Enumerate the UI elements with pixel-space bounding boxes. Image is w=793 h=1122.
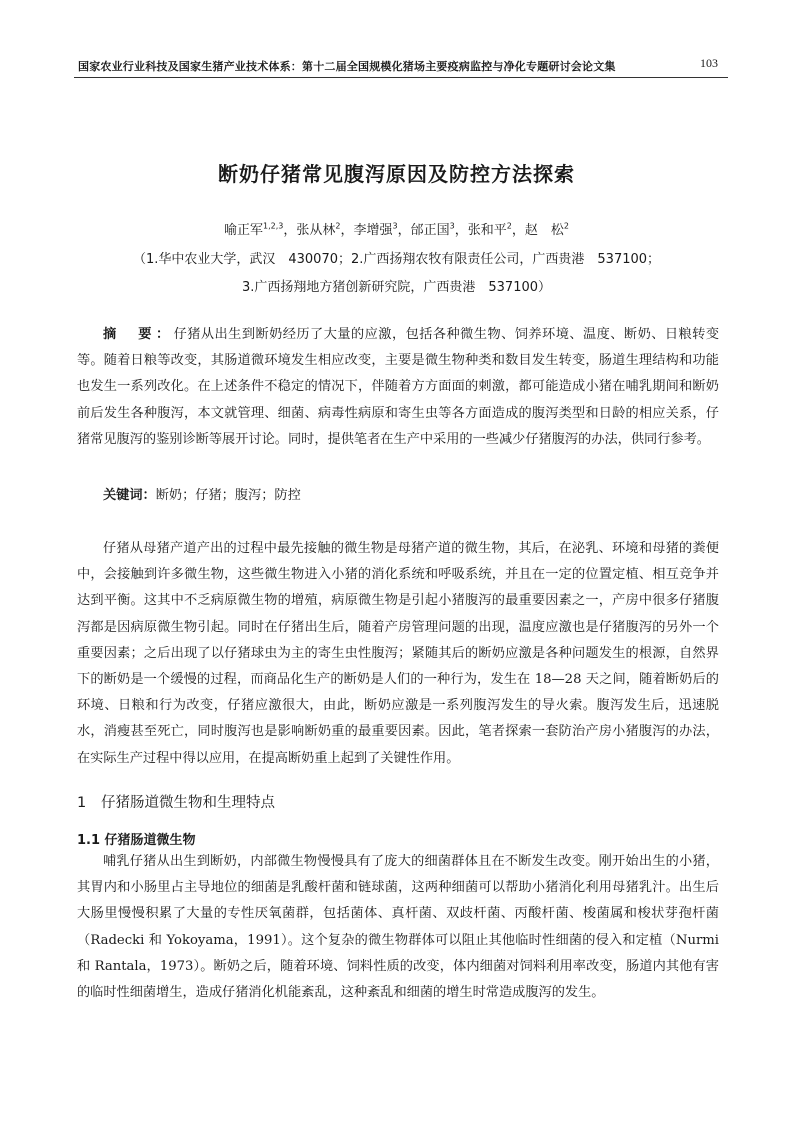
section-title: 仔猪肠道微生物和生理特点 xyxy=(101,795,275,811)
author-name: 李增强 xyxy=(353,223,393,238)
author-separator: ， xyxy=(397,223,411,238)
intro-paragraph: 仔猪从母猪产道产出的过程中最先接触的微生物是母猪产道的微生物，其后，在泌乳、环境和母猪的粪便中，会接触到许多微生物，这些微生物进入小猪的消化系统和呼吸系统，并且在一定的位置定植、相互竞争并达到平衡。这其中不乏病原微生物的增殖，病原微生物是引起小猪腹泻的最重要因素之一，产房中很多仔猪腹泻都是因病原微生物引起。同时在仔猪出生后，随着产房管理问题的出现，温度应激也是仔猪腹泻的另外一个重要因素；之后出现了以仔猪球虫为主的寄生虫性腹泻；紧随其后的断奶应激是各种问题发生的根源，自然界下的断奶是一个缓慢的过程，而商品化生产的断奶是人们的一种行为，发生在 18—28 天之间，随着断奶后的环境、日粮和行为改变，仔猪应激很大，由此，断奶应激是一系列腹泻发生的导火索。腹泻发生后，迅速脱水，消瘦甚至死亡，同时腹泻也是影响断奶重的最重要因素。因此，笔者探索一套防治产房小猪腹泻的办法，在实际生产过程中得以应用，在提高断奶重上起到了关键性作用。 xyxy=(77,541,719,766)
section-1-heading xyxy=(77,791,275,812)
affiliation-line-2: 3.广西扬翔地方猪创新研究院，广西贵港 537100） xyxy=(241,280,552,295)
abstract-text: 仔猪从出生到断奶经历了大量的应激，包括各种微生物、饲养环境、温度、断奶、日粮转变等。随着日粮等改变，其肠道微环境发生相应改变，主要是微生物种类和数目发生转变，肠道生理结构和功能也发生一系列改化。在上述条件不稳定的情况下，伴随着方方面面的刺激，都可能造成小猪在哺乳期间和断奶前后发生各种腹泻，本文就管理、细菌、病毒性病原和寄生虫等各方面造成的腹泻类型和日龄的相应关系，仔猪常见腹泻的鉴别诊断等展开讨论。同时，提供笔者在生产中采用的一些减少仔猪腹泻的办法，供同行参考。 xyxy=(77,327,720,447)
affiliation-line-1: （1.华中农业大学，武汉 430070；2.广西扬翔农牧有限责任公司，广西贵港 537100； xyxy=(132,252,661,267)
abstract-label: 摘 要： xyxy=(103,327,174,342)
author-affiliation-mark: 3 xyxy=(392,221,398,231)
subsection-1-1-paragraph: 哺乳仔猪从出生到断奶，内部微生物慢慢具有了庞大的细菌群体且在不断发生改变。刚开始出生的小猪，其胃内和小肠里占主导地位的细菌是乳酸杆菌和链球菌，这两种细菌可以帮助小猪消化利用母猪乳汁。出生后大肠里慢慢积累了大量的专性厌氧菌群，包括菌体、真杆菌、双歧杆菌、丙酸杆菌、梭菌属和梭状芽孢杆菌（Radecki 和 Yokoyama，1991）。这个复杂的微生物群体可以阻止其他临时性细菌的侵入和定植（Nurmi 和 Rantala，1973）。断奶之后，随着环境、饲料性质的改变，体内细菌对饲料利用率改变，肠道内其他有害的临时性细菌增生，造成仔猪消化机能紊乱，这种紊乱和细菌的增生时常造成腹泻的发生。 xyxy=(77,854,719,1001)
keywords-text: 断奶；仔猪；腹泻；防控 xyxy=(155,488,301,503)
author-separator: ， xyxy=(511,223,525,238)
author-name: 张从林 xyxy=(296,223,336,238)
section-number: 1 xyxy=(77,795,87,811)
page-number: 103 xyxy=(700,56,718,70)
author-list xyxy=(0,219,793,238)
keywords-label: 关键词： xyxy=(103,488,156,503)
author-affiliation-mark: 1,2,3 xyxy=(263,221,284,231)
author-affiliation-mark: 2 xyxy=(506,221,512,231)
header-rule xyxy=(74,77,728,78)
author-separator: ， xyxy=(340,223,354,238)
keywords xyxy=(103,484,719,503)
author-separator: ， xyxy=(454,223,468,238)
author-affiliation-mark: 2 xyxy=(563,221,569,231)
author-separator: ， xyxy=(283,223,297,238)
author-affiliation-mark: 2 xyxy=(335,221,341,231)
author-name: 张和平 xyxy=(467,223,507,238)
running-header: 国家农业行业科技及国家生猪产业技术体系：第十二届全国规模化猪场主要疫病监控与净化专题研讨会论文集 xyxy=(78,60,616,73)
author-name: 邰正国 xyxy=(410,223,450,238)
subsection-1-1-heading: 1.1 仔猪肠道微生物 xyxy=(77,833,196,848)
abstract xyxy=(77,322,719,453)
author-name: 喻正军 xyxy=(224,223,264,238)
author-affiliation-mark: 3 xyxy=(449,221,455,231)
article-title: 断奶仔猪常见腹泻原因及防控方法探索 xyxy=(218,162,575,186)
author-name: 赵 松 xyxy=(524,223,564,238)
